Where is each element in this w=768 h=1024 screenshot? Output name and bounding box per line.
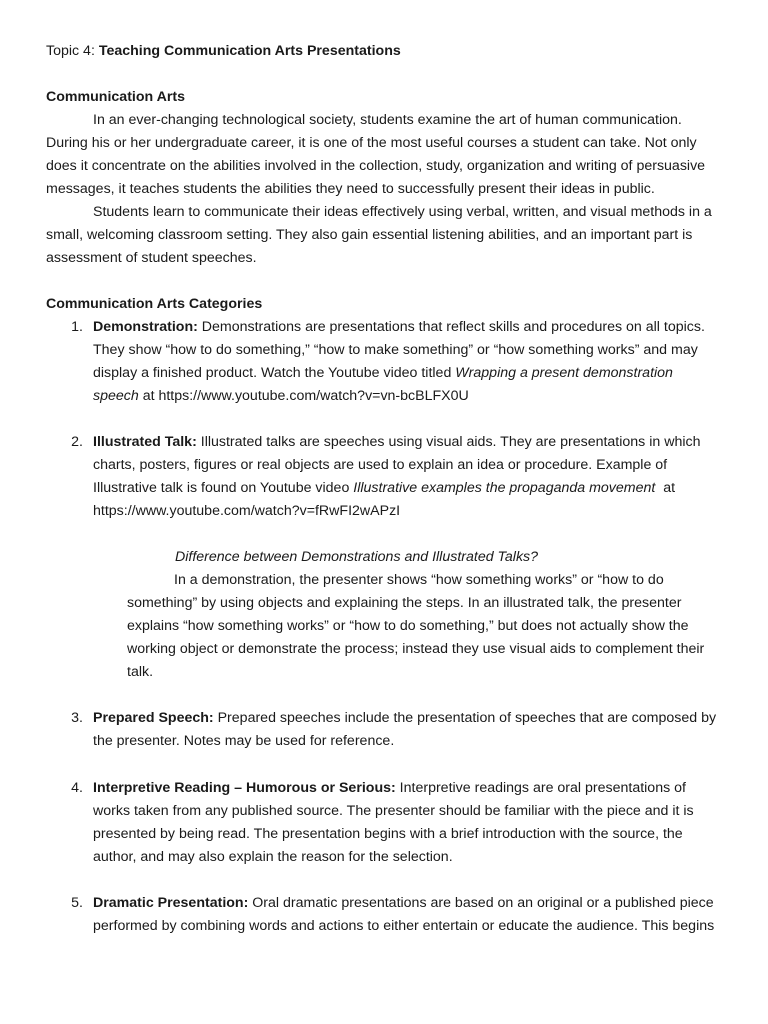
difference-line-1: In a demonstration, the presenter shows “how something works” or “how to do: [174, 572, 664, 588]
topic-line: [46, 40, 401, 63]
difference-line-4: working object or demonstrate the process; instead they use visual aids to complement their: [127, 641, 705, 657]
item-1-line-3-text: display a finished product. Watch the Youtube video titled: [93, 365, 456, 381]
difference-line-5: talk.: [127, 664, 154, 680]
difference-line-2: something” by using objects and explaining the steps. In an illustrated talk, the presenter: [127, 595, 682, 611]
item-2-line-1: [93, 431, 700, 454]
item-5-line-1: [93, 892, 714, 915]
item-2-line-3-text: Illustrative talk is found on Youtube video: [93, 480, 354, 496]
item-2-line-3: [93, 477, 675, 500]
item-3-line-2: the presenter. Notes may be used for reference.: [93, 733, 395, 749]
paragraph-2-line-3: assessment of student speeches.: [46, 250, 257, 266]
topic-title: Teaching Communication Arts Presentations: [98, 43, 401, 59]
paragraph-1-line-1: In an ever-changing technological society, students examine the art of human communication.: [93, 112, 682, 128]
item-2-term: Illustrated Talk:: [93, 434, 197, 450]
paragraph-2-line-2: small, welcoming classroom setting. They also gain essential listening abilities, and an important part is: [46, 227, 693, 243]
item-2-line-3-end: at: [655, 480, 676, 496]
item-4-line-2: works taken from any published source. The presenter should be familiar with the piece and it is: [93, 803, 694, 819]
item-3-term: Prepared Speech:: [93, 710, 214, 726]
item-1-line-2: They show “how to do something,” “how to make something” or “how something works” and may: [93, 342, 698, 358]
item-4-term: Interpretive Reading – Humorous or Serious:: [93, 780, 396, 796]
item-2-video-url: https://www.youtube.com/watch?v=fRwFI2wAPzI: [93, 503, 401, 519]
section-heading-categories: Communication Arts Categories: [46, 296, 263, 312]
item-2-line-2: charts, posters, figures or real objects are used to explain an idea or procedure. Example of: [93, 457, 668, 473]
item-1-video-url: at https://www.youtube.com/watch?v=vn-bcBLFX0U: [138, 388, 469, 404]
item-3-line-1: [93, 707, 716, 730]
difference-title: Difference between Demonstrations and Illustrated Talks?: [175, 549, 539, 565]
item-3-line-1-text: Prepared speeches include the presentation of speeches that are composed by: [213, 710, 717, 726]
item-1-term: Demonstration:: [93, 319, 198, 335]
paragraph-1-line-2: During his or her undergraduate career, it is one of the most useful courses a student can take. Not only: [46, 135, 697, 151]
section-heading-communication-arts: Communication Arts: [46, 89, 185, 105]
item-2-line-1-text: Illustrated talks are speeches using visual aids. They are presentations in which: [196, 434, 701, 450]
paragraph-1-line-4: messages, it teaches students the abilities they need to successfully present their ideas in public.: [46, 181, 655, 197]
item-5-line-1-text: Oral dramatic presentations are based on an original or a published piece: [248, 895, 714, 911]
item-4-line-3: presented by being read. The presentation begins with a brief introduction with the source, the: [93, 826, 683, 842]
item-4-line-1: [93, 777, 686, 800]
item-5-line-2: performed by combining words and actions to either entertain or educate the audience. This begins: [93, 918, 715, 934]
list-number-4: 4.: [71, 780, 83, 796]
paragraph-1-line-3: does it concentrate on the abilities involved in the collection, study, organization and writing of persuasive: [46, 158, 706, 174]
item-4-line-4: author, and may also explain the reason for the selection.: [93, 849, 453, 865]
item-1-line-4: [93, 385, 469, 408]
item-5-term: Dramatic Presentation:: [93, 895, 249, 911]
difference-line-3: explains “how something works” or “how to do something,” but does not actually show the: [127, 618, 689, 634]
item-4-line-1-text: Interpretive readings are oral presentations of: [395, 780, 686, 796]
item-1-video-title-end: speech: [93, 388, 139, 404]
item-1-line-1-text: Demonstrations are presentations that reflect skills and procedures on all topics.: [197, 319, 705, 335]
list-number-5: 5.: [71, 895, 83, 911]
topic-prefix: Topic 4:: [46, 43, 99, 59]
item-1-video-title: Wrapping a present demonstration: [455, 365, 673, 381]
list-number-1: 1.: [71, 319, 83, 335]
list-number-2: 2.: [71, 434, 83, 450]
paragraph-2-line-1: Students learn to communicate their ideas effectively using verbal, written, and visual methods in a: [93, 204, 712, 220]
item-1-line-3: [93, 362, 673, 385]
item-2-video-title: Illustrative examples the propaganda movement: [353, 480, 656, 496]
list-number-3: 3.: [71, 710, 83, 726]
item-1-line-1: [93, 316, 705, 339]
